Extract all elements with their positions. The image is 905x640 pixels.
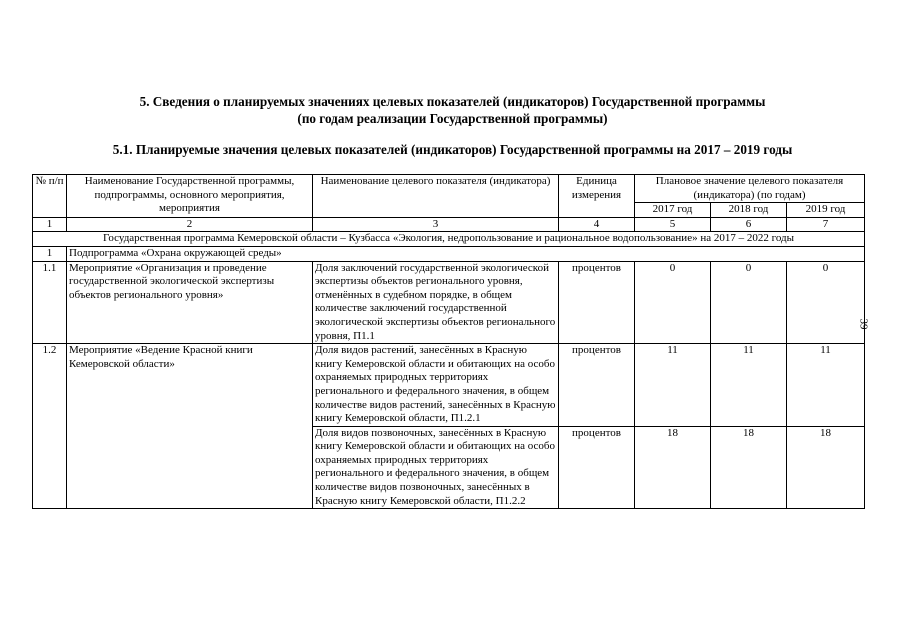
row-unit: процентов: [559, 344, 635, 427]
header-program: Наименование Государственной программы, подпрограммы, основного мероприятия, мероприятия: [67, 175, 313, 218]
row-value-2019: 11: [787, 344, 865, 427]
row-activity: Мероприятие «Ведение Красной книги Кемеровской области»: [67, 344, 313, 509]
indicators-table: [32, 174, 865, 509]
header-year-2017: 2017 год: [635, 203, 711, 218]
row-value-2017: 11: [635, 344, 711, 427]
col-number: 6: [711, 217, 787, 232]
header-indicator: Наименование целевого показателя (индикатора): [313, 175, 559, 218]
row-value-2017: 0: [635, 261, 711, 344]
col-number: 7: [787, 217, 865, 232]
program-name: Государственная программа Кемеровской области – Кузбасса «Экология, недропользование и рациональное водопользование» на 2017 – 2022 годы: [33, 232, 865, 247]
row-num: 1.1: [33, 261, 67, 344]
header-year-2018: 2018 год: [711, 203, 787, 218]
col-number: 1: [33, 217, 67, 232]
table-row: [33, 344, 865, 427]
row-value-2018: 18: [711, 426, 787, 509]
row-value-2019: 0: [787, 261, 865, 344]
header-unit: Единица измерения: [559, 175, 635, 218]
header-year-2019: 2019 год: [787, 203, 865, 218]
section-heading-line1: 5. Сведения о планируемых значениях целевых показателей (индикаторов) Государственной программы: [139, 94, 766, 109]
section-heading: [0, 93, 905, 127]
subprogram-name: Подпрограмма «Охрана окружающей среды»: [67, 246, 865, 261]
header-planned: Плановое значение целевого показателя (индикатора) (по годам): [635, 175, 865, 203]
col-number: 2: [67, 217, 313, 232]
column-numbers-row: [33, 217, 865, 232]
row-value-2017: 18: [635, 426, 711, 509]
subprogram-row: [33, 246, 865, 261]
subprogram-num: 1: [33, 246, 67, 261]
row-num: 1.2: [33, 344, 67, 509]
row-indicator: Доля видов растений, занесённых в Красную книгу Кемеровской области и обитающих на особо охраняемых природных территориях регионального и федерального значения, в общем количестве видов растений, занесённых в Красную книгу Кемеровской области, П1.2.1: [313, 344, 559, 427]
row-value-2019: 18: [787, 426, 865, 509]
col-number: 5: [635, 217, 711, 232]
row-unit: процентов: [559, 261, 635, 344]
program-row: [33, 232, 865, 247]
col-number: 3: [313, 217, 559, 232]
row-value-2018: 0: [711, 261, 787, 344]
header-num: № п/п: [33, 175, 67, 218]
subsection-heading: 5.1. Планируемые значения целевых показателей (индикаторов) Государственной программы на 2017 – 2019 годы: [112, 142, 793, 157]
row-unit: процентов: [559, 426, 635, 509]
row-indicator: Доля видов позвоночных, занесённых в Красную книгу Кемеровской области и обитающих на особо охраняемых природных территориях регионального и федерального значения, в общем количестве видов позвоночных, занесённых в Красную книгу Кемеровской области, П1.2.2: [313, 426, 559, 509]
page-number: 39: [857, 318, 870, 330]
header-row: [33, 175, 865, 203]
table-row: [33, 261, 865, 344]
row-value-2018: 11: [711, 344, 787, 427]
section-heading-line2: (по годам реализации Государственной программы): [297, 111, 608, 126]
row-activity: Мероприятие «Организация и проведение государственной экологической экспертизы объектов регионального уровня»: [67, 261, 313, 344]
row-indicator: Доля заключений государственной экологической экспертизы объектов регионального уровня, отменённых в судебном порядке, в общем количестве заключений государственной экологической экспертизы объектов регионального уровня, П1.1: [313, 261, 559, 344]
col-number: 4: [559, 217, 635, 232]
